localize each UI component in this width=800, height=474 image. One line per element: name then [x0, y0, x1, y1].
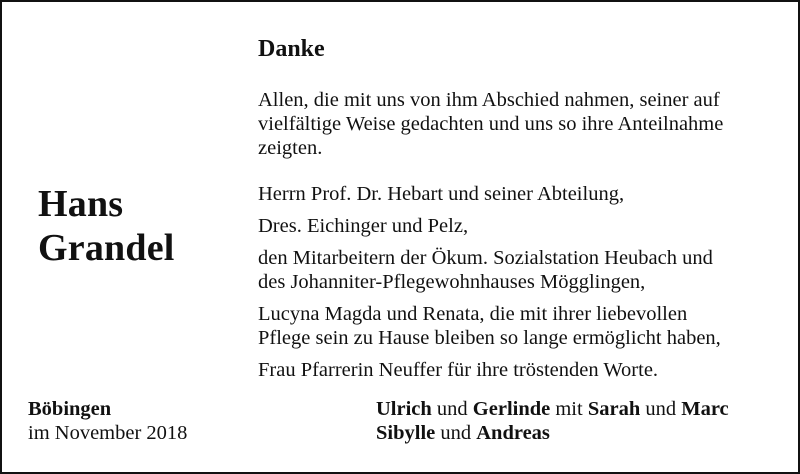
- family-signature: [376, 397, 729, 445]
- thanks-item-doctors: Dres. Eichinger und Pelz,: [258, 215, 469, 237]
- thanks-line: den Mitarbeitern der Ökum. Sozialstation Heubach und: [258, 247, 713, 269]
- thanks-item-hospital: Herrn Prof. Dr. Hebart und seiner Abteilung,: [258, 183, 625, 205]
- place-and-date: [28, 397, 187, 445]
- connector-text: und: [435, 422, 477, 444]
- intro-paragraph: [258, 88, 778, 160]
- deceased-first-name: Hans: [38, 183, 124, 225]
- family-member-name: Gerlinde: [472, 398, 551, 420]
- family-line-1: [376, 397, 729, 421]
- deceased-last-name: Grandel: [38, 227, 175, 269]
- family-member-name: Sibylle: [376, 422, 436, 444]
- thanks-line: Pflege sein zu Hause bleiben so lange ermöglicht haben,: [258, 327, 721, 349]
- thanks-item-care-services: [258, 246, 776, 294]
- deceased-name: [38, 182, 175, 270]
- connector-text: und: [640, 398, 682, 420]
- connector-text: und: [431, 398, 473, 420]
- family-member-name: Marc: [681, 398, 729, 420]
- thanks-list: [258, 182, 776, 382]
- family-member-name: Sarah: [587, 398, 641, 420]
- notice-title: Danke: [258, 36, 325, 62]
- family-member-name: Andreas: [476, 422, 550, 444]
- family-member-name: Ulrich: [376, 398, 432, 420]
- intro-line: zeigten.: [258, 137, 323, 159]
- thanks-item-pastor: Frau Pfarrerin Neuffer für ihre tröstenden Worte.: [258, 359, 659, 381]
- intro-line: vielfältige Weise gedachten und uns so ihre Anteilnahme: [258, 113, 724, 135]
- connector-text: mit: [550, 398, 588, 420]
- thanks-line: des Johanniter-Pflegewohnhauses Mögglingen,: [258, 271, 646, 293]
- intro-line: Allen, die mit uns von ihm Abschied nahmen, seiner auf: [258, 89, 720, 111]
- place-town: Böbingen: [28, 398, 112, 420]
- thanks-item-caregivers: [258, 302, 776, 350]
- family-line-2: [376, 421, 729, 445]
- thanks-line: Lucyna Magda und Renata, die mit ihrer liebevollen: [258, 303, 688, 325]
- notice-date: im November 2018: [28, 422, 188, 444]
